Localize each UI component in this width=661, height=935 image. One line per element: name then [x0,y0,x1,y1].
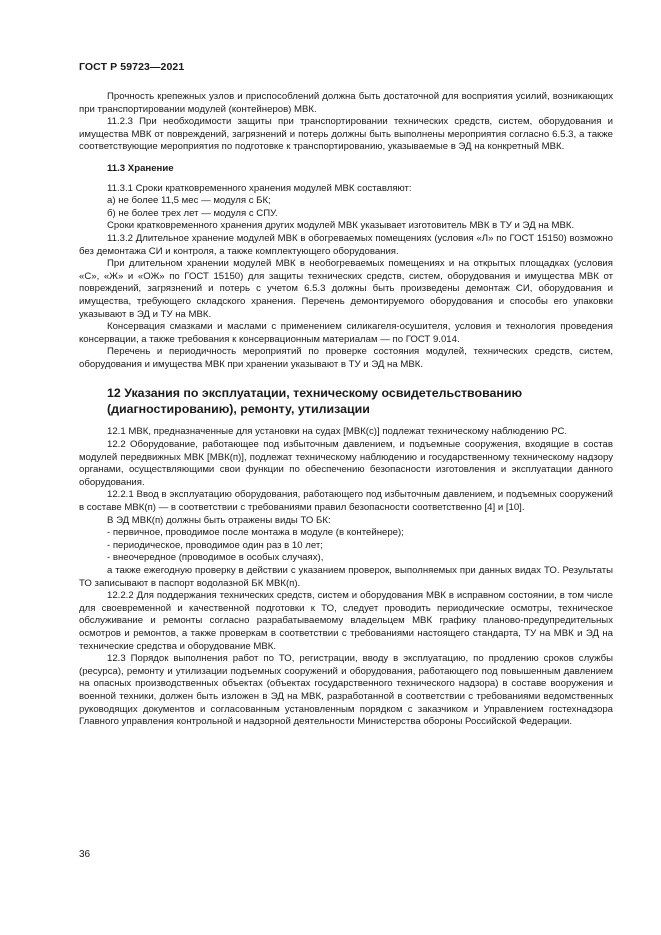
paragraph: Консервация смазками и маслами с применением силикагеля-осушителя, условия и технология проведения консервации, а также требования к консервационным материалам — по ГОСТ 9.014. [79,321,613,345]
paragraph: 11.3.2 Длительное хранение модулей МВК в обогреваемых помещениях (условия «Л» по ГОСТ 15150) возможно без демонтажа СИ и контроля, а также комплектующего оборудования. [79,232,613,257]
paragraph: Сроки кратковременного хранения других модулей МВК указывает изготовитель МВК в ТУ и ЭД на МВК. [107,220,575,232]
paragraph: 12.3 Порядок выполнения работ по ТО, регистрации, вводу в эксплуатацию, по продлению сроков службы (ресурса), ремонту и утилизации подъемных сооружений и оборудования, работающего под повышенным давлением на опасных производственных объектах (объектах государственного технического надзора) в составе вооружения и военной техники, должен быть изложен в ЭД на МВК, разработанной в соответствии с требованиями ведомственных руководящих документов и согласованным установленным порядком с заказчиком и Управлением гостехнадзора Главного управления контрольной и надзорной деятельности Министерства обороны Российской Федерации. [79,653,613,728]
paragraph: Перечень и периодичность мероприятий по проверке состояния модулей, технических средств, систем, оборудования и имущества МВК при хранении указывают в ТУ и ЭД на МВК. [79,346,613,370]
paragraph: 11.2.3 При необходимости защиты при транспортировании технических средств, систем, оборудования и имущества МВК от повреждений, загрязнений и потерь должны быть выполнены мероприятия согласно 6.5.3, а также соответствующие мероприятия по подготовке к транспортированию, указываемые в ЭД на конкретный МВК. [79,116,613,153]
paragraph: В ЭД МВК(п) должны быть отражены виды ТО БК: [107,514,331,526]
paragraph: 11.3.1 Сроки кратковременного хранения модулей МВК составляют: [107,182,412,194]
paragraph: 12.2 Оборудование, работающее под избыточным давлением, и подъемные сооружения, входящие в состав модулей передвижных МВК [МВК(п)], подлежат техническому наблюдению и государственному техническому надзору органами, осуществляющими свои функции по обеспечению безопасности изготовления и эксплуатации данного оборудования. [79,439,613,488]
section-heading: 11.3 Хранение [107,162,174,174]
page-number: 36 [79,849,91,860]
paragraph: Прочность крепежных узлов и приспособлений должна быть достаточной для восприятия усилий, возникающих при транспортировании модулей (контейнеров) МВК. [79,91,613,115]
list-item: - внеочередное (проводимое в особых случаях), [107,552,324,564]
paragraph: При длительном хранении модулей МВК в необогреваемых помещениях и на открытых площадках (условия «С», «Ж» и «ОЖ» по ГОСТ 15150) для защиты технических средств, систем, оборудования и имущества МВК от повреждений, загрязнений и потерь с учетом 6.5.3 должны быть произведены демонтаж СИ, оборудования и имущества, требующего складского хранения. Перечень демонтируемого оборудования и способы его упаковки указывают в ЭД и ТУ на МВК. [79,258,613,320]
paragraph: 12.1 МВК, предназначенные для установки на судах [МВК(с)] подлежат техническому наблюдению РС. [107,426,568,438]
page-body [79,91,613,729]
paragraph: 12.2.2 Для поддержания технических средств, систем и оборудования МВК в исправном состоянии, в том числе для своевременной и качественной подготовки к ТО, следует проводить периодические осмотры, техническое обслуживание и ремонты согласно разрабатываемому владельцем МВК графику планово-предупредительных осмотров и ремонтов, а также проверкам в соответствии с требованиями настоящего стандарта, ТУ на МВК и ЭД на технические средства и оборудование МВК. [79,590,613,652]
running-header: ГОСТ Р 59723—2021 [79,61,185,73]
list-item: - первичное, проводимое после монтажа в модуле (в контейнере); [107,527,404,539]
chapter-heading: 12 Указания по эксплуатации, техническому освидетельствованию (диагностированию), ремонту, утилизации [107,386,523,417]
paragraph: 12.2.1 Ввод в эксплуатацию оборудования, работающего под избыточным давлением, и подъемных сооружений в составе МВК(п) — в соответствии с требованиями правил безопасности соответственно [4] и [10]. [79,489,613,514]
list-item: - периодическое, проводимое один раз в 10 лет; [107,539,323,551]
paragraph: а также ежегодную проверку в действии с указанием проверок, выполняемых при данных видах ТО. Результаты ТО записывают в паспорт водолазной БК МВК(п). [79,565,613,589]
list-item: б) не более трех лет — модуля с СПУ. [107,207,278,219]
list-item: а) не более 11,5 мес — модуля с БК; [107,195,271,207]
